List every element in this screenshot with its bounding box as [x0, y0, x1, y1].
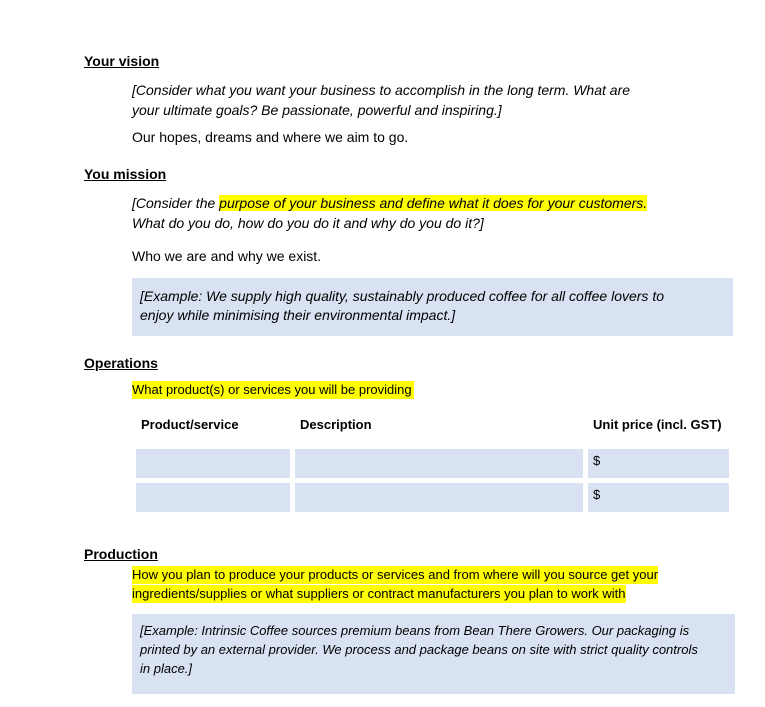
table-cell-description-1[interactable] [295, 449, 583, 478]
mission-instruction-post: . [643, 195, 648, 211]
production-example-line2: printed by an external provider. We process and package beans on site with strict quality controls [140, 642, 698, 657]
production-prompt-line1: How you plan to produce your products or services and from where will you source get your [132, 567, 659, 582]
table-cell-price-1[interactable] [588, 449, 729, 478]
mission-instruction-line2: What do you do, how do you do it and why do you do it?] [132, 215, 484, 231]
table-header-description: Description [300, 417, 372, 432]
production-heading: Production [84, 546, 158, 562]
table-cell-product-2[interactable] [136, 483, 290, 512]
vision-instruction-line1: [Consider what you want your business to accomplish in the long term. What are [132, 82, 631, 98]
mission-example-line2: enjoy while minimising their environmental impact.] [140, 307, 456, 323]
table-cell-description-2[interactable] [295, 483, 583, 512]
table-cell-product-1[interactable] [136, 449, 290, 478]
mission-instruction-highlight: purpose of your business and define what it does for your customers [219, 195, 644, 211]
mission-instruction-pre: [Consider the [132, 195, 220, 211]
operations-heading: Operations [84, 355, 158, 371]
table-cell-price-2[interactable] [588, 483, 729, 512]
production-example-line3: in place.] [140, 661, 193, 676]
mission-instruction-line1 [132, 193, 647, 213]
production-example-box [132, 614, 735, 694]
table-price-value-1: $ [593, 453, 601, 468]
mission-example-line1: [Example: We supply high quality, sustainably produced coffee for all coffee lovers to [140, 288, 664, 304]
table-header-price: Unit price (incl. GST) [593, 417, 722, 432]
mission-heading: You mission [84, 166, 167, 182]
vision-heading: Your vision [84, 53, 160, 69]
table-price-value-2: $ [593, 487, 601, 502]
mission-text: Who we are and why we exist. [132, 248, 322, 264]
production-example-line1: [Example: Intrinsic Coffee sources premium beans from Bean There Growers. Our packaging is [140, 623, 690, 638]
production-prompt-line2: ingredients/supplies or what suppliers or contract manufacturers you plan to work with [132, 586, 626, 601]
operations-prompt: What product(s) or services you will be providing [132, 382, 412, 397]
vision-instruction-line2: your ultimate goals? Be passionate, powerful and inspiring.] [132, 102, 502, 118]
mission-example-box [132, 278, 733, 336]
vision-text: Our hopes, dreams and where we aim to go. [132, 129, 409, 145]
table-header-product: Product/service [141, 417, 239, 432]
